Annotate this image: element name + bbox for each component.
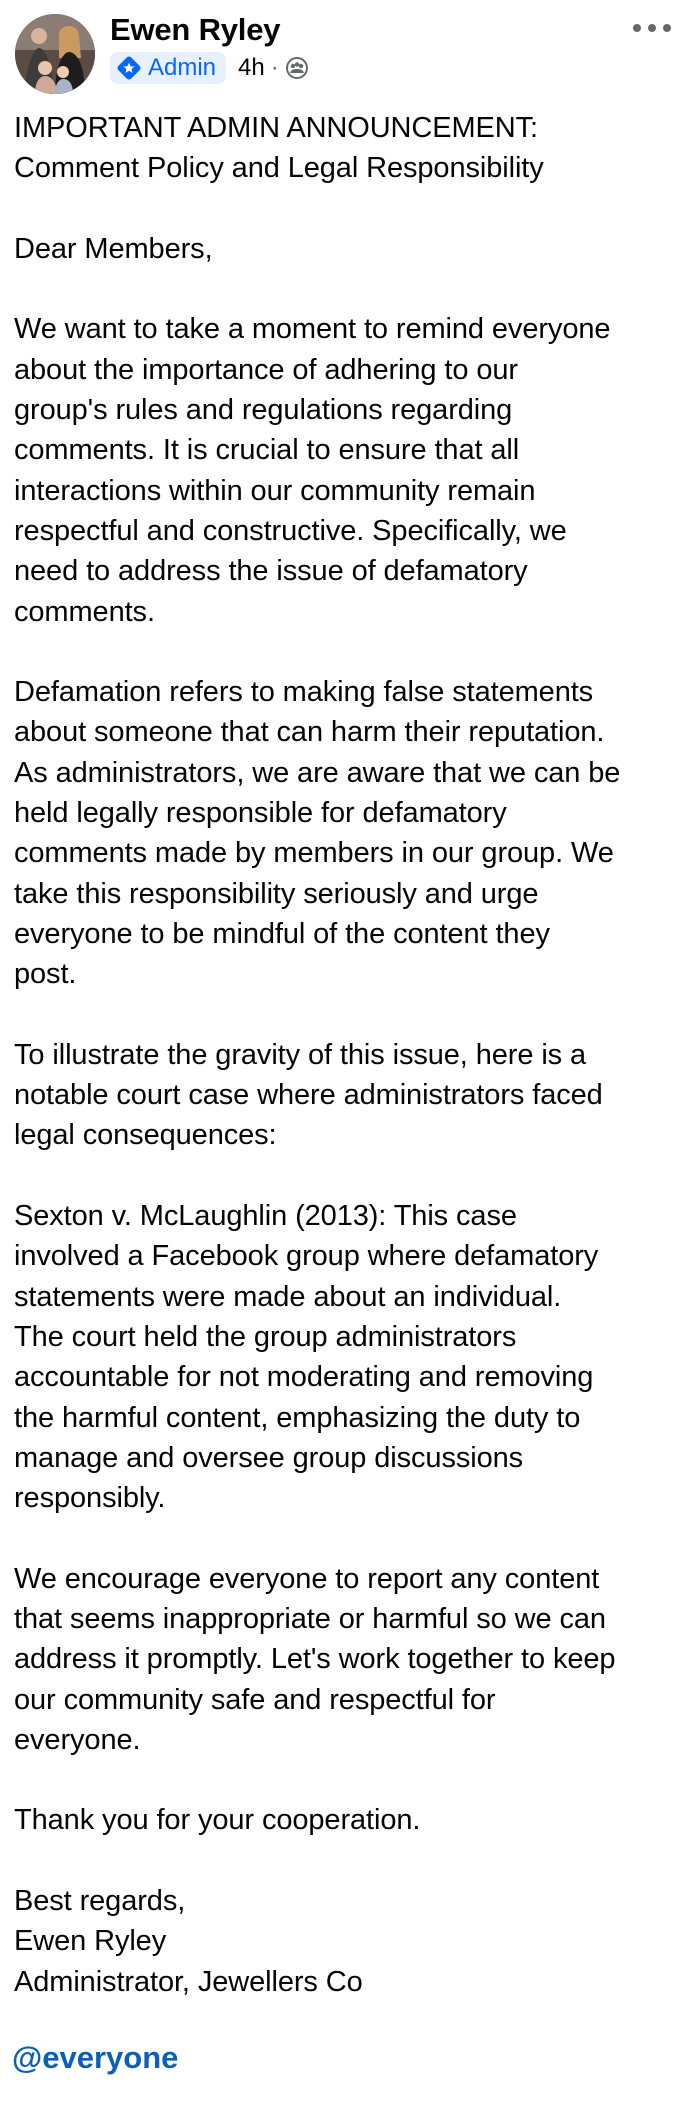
post-timestamp[interactable]: 4h xyxy=(238,54,265,81)
meta-separator: · xyxy=(270,54,279,81)
author-name[interactable]: Ewen Ryley xyxy=(110,12,281,47)
post-paragraph-title: IMPORTANT ADMIN ANNOUNCEMENT: Comment Policy and Legal Responsibility xyxy=(14,112,544,185)
post-header xyxy=(0,0,683,100)
post-meta xyxy=(110,52,309,84)
post-paragraph-illustration: To illustrate the gravity of this issue, here is a notable court case where administrators faced legal consequences: xyxy=(14,1038,603,1152)
post-paragraph-defamation: Defamation refers to making false statements about someone that can harm their reputation. As administrators, we are aware that we can be held legally responsible for defamatory comments made by members in our group. We take this responsibility seriously and urge everyone to be mindful of the content they post. xyxy=(14,676,621,991)
everyone-mention-link[interactable]: @everyone xyxy=(12,2040,179,2075)
post-body xyxy=(14,108,683,2002)
post-paragraph-encourage: We encourage everyone to report any content that seems inappropriate or harmful so we can address it promptly. Let's work together to keep our community safe and respectful for everyone. xyxy=(14,1562,616,1756)
more-options-dot xyxy=(663,24,671,32)
admin-badge[interactable] xyxy=(110,52,226,84)
more-options-button[interactable] xyxy=(627,16,677,40)
admin-badge-label: Admin xyxy=(148,54,217,81)
post-paragraph-greeting: Dear Members, xyxy=(14,232,213,265)
avatar-photo xyxy=(15,14,95,94)
more-options-dot xyxy=(648,24,656,32)
admin-diamond-icon xyxy=(116,55,142,81)
post-paragraph-thanks: Thank you for your cooperation. xyxy=(14,1804,421,1837)
group-audience-icon xyxy=(285,56,309,80)
post-paragraph-signature: Best regards, Ewen Ryley Administrator, Jewellers Co xyxy=(14,1885,363,1998)
more-options-dot xyxy=(633,24,641,32)
author-avatar[interactable] xyxy=(15,14,95,94)
post-paragraph-reminder: We want to take a moment to remind everyone about the importance of adhering to our group's rules and regulations regarding comments. It is crucial to ensure that all interactions within our community remain respectful and constructive. Specifically, we need to address the issue of defamatory comments. xyxy=(14,313,611,628)
post-paragraph-court-case: Sexton v. McLaughlin (2013): This case involved a Facebook group where defamatory statements were made about an individual. The court held the group administrators accountable for not moderating and removing the harmful content, emphasizing the duty to manage and oversee group discussions responsibly. xyxy=(14,1200,599,1515)
